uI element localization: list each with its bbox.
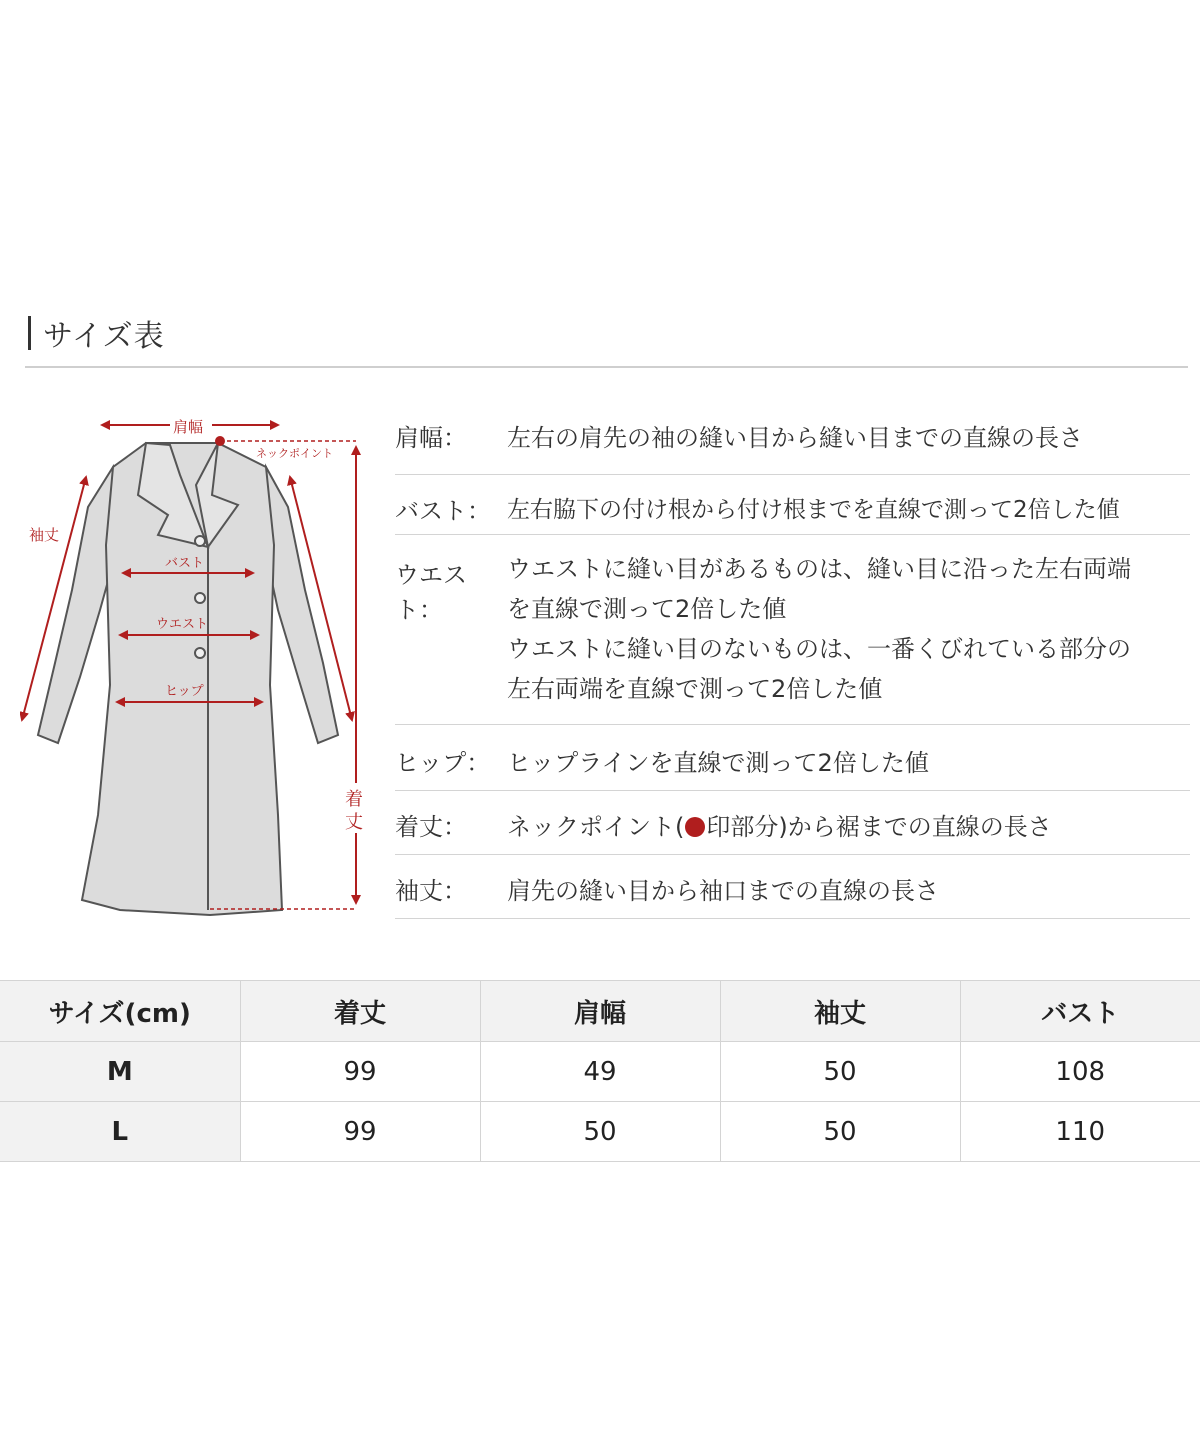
definition-term: バスト： xyxy=(395,497,491,525)
shoulder-label: 肩幅 xyxy=(173,418,204,436)
definition-text: 左右脇下の付け根から付け根までを直線で測って2倍した値 xyxy=(507,497,1120,523)
neck-point-dot-icon xyxy=(685,817,705,837)
table-cell: 99 xyxy=(240,1042,480,1102)
button-2 xyxy=(195,593,205,603)
definition-text: ネックポイント( 印部分)から裾までの直線の長さ xyxy=(507,813,1052,841)
length-label-1: 着 xyxy=(345,789,363,810)
definition-term: 肩幅： xyxy=(395,424,467,452)
definition-term: ヒップ： xyxy=(395,749,491,777)
definition-term: 着丈： xyxy=(395,813,467,841)
title-bar xyxy=(28,316,31,350)
button-1 xyxy=(195,536,205,546)
definition-term: ウエスト： xyxy=(395,561,467,624)
size-table xyxy=(0,980,1200,1162)
table-cell: 50 xyxy=(720,1042,960,1102)
coat-measurement-diagram xyxy=(20,395,400,935)
definition-bust xyxy=(395,475,1190,535)
length-label-2: 丈 xyxy=(345,812,363,833)
coat-illustration xyxy=(38,443,338,915)
neck-point-label: ネックポイント xyxy=(256,447,333,460)
definition-sleeve xyxy=(395,855,1190,919)
waist-label: ウエスト xyxy=(156,617,209,632)
definition-term: 袖丈： xyxy=(395,877,467,905)
title-divider xyxy=(25,366,1188,368)
table-header-row xyxy=(0,981,1200,1042)
size-cell: L xyxy=(0,1102,240,1162)
definition-text: 肩先の縫い目から袖口までの直線の長さ xyxy=(507,877,939,905)
table-cell: 50 xyxy=(480,1102,720,1162)
table-cell: 110 xyxy=(960,1102,1200,1162)
definition-waist xyxy=(395,535,1190,725)
size-cell: M xyxy=(0,1042,240,1102)
definition-text: ヒップラインを直線で測って2倍した値 xyxy=(507,749,929,777)
definition-text: 左右の肩先の袖の縫い目から縫い目までの直線の長さ xyxy=(507,424,1083,452)
column-header: 袖丈 xyxy=(720,981,960,1042)
table-cell: 99 xyxy=(240,1102,480,1162)
neck-point-marker xyxy=(215,436,225,446)
table-cell: 50 xyxy=(720,1102,960,1162)
column-header: 肩幅 xyxy=(480,981,720,1042)
hip-label: ヒップ xyxy=(165,684,204,699)
table-cell: 108 xyxy=(960,1042,1200,1102)
table-cell: 49 xyxy=(480,1042,720,1102)
measurement-definitions xyxy=(395,405,1190,919)
definition-length xyxy=(395,791,1190,855)
button-3 xyxy=(195,648,205,658)
sleeve-label: 袖丈 xyxy=(29,526,60,544)
section-title xyxy=(28,310,165,356)
table-row xyxy=(0,1102,1200,1162)
page-title: サイズ表 xyxy=(43,319,165,354)
table-row xyxy=(0,1042,1200,1102)
definition-hip xyxy=(395,725,1190,791)
column-header: サイズ(cm) xyxy=(0,981,240,1042)
column-header: バスト xyxy=(960,981,1200,1042)
right-sleeve xyxy=(264,467,338,743)
bust-label: バスト xyxy=(165,556,205,571)
definition-text: ウエストに縫い目があるものは、縫い目に沿った左右両端 を直線で測って2倍した値 ウエストに縫い目のないものは、一番くびれている部分の 左右両端を直線で測って2倍した値 xyxy=(507,555,1131,703)
definition-shoulder xyxy=(395,405,1190,475)
column-header: 着丈 xyxy=(240,981,480,1042)
